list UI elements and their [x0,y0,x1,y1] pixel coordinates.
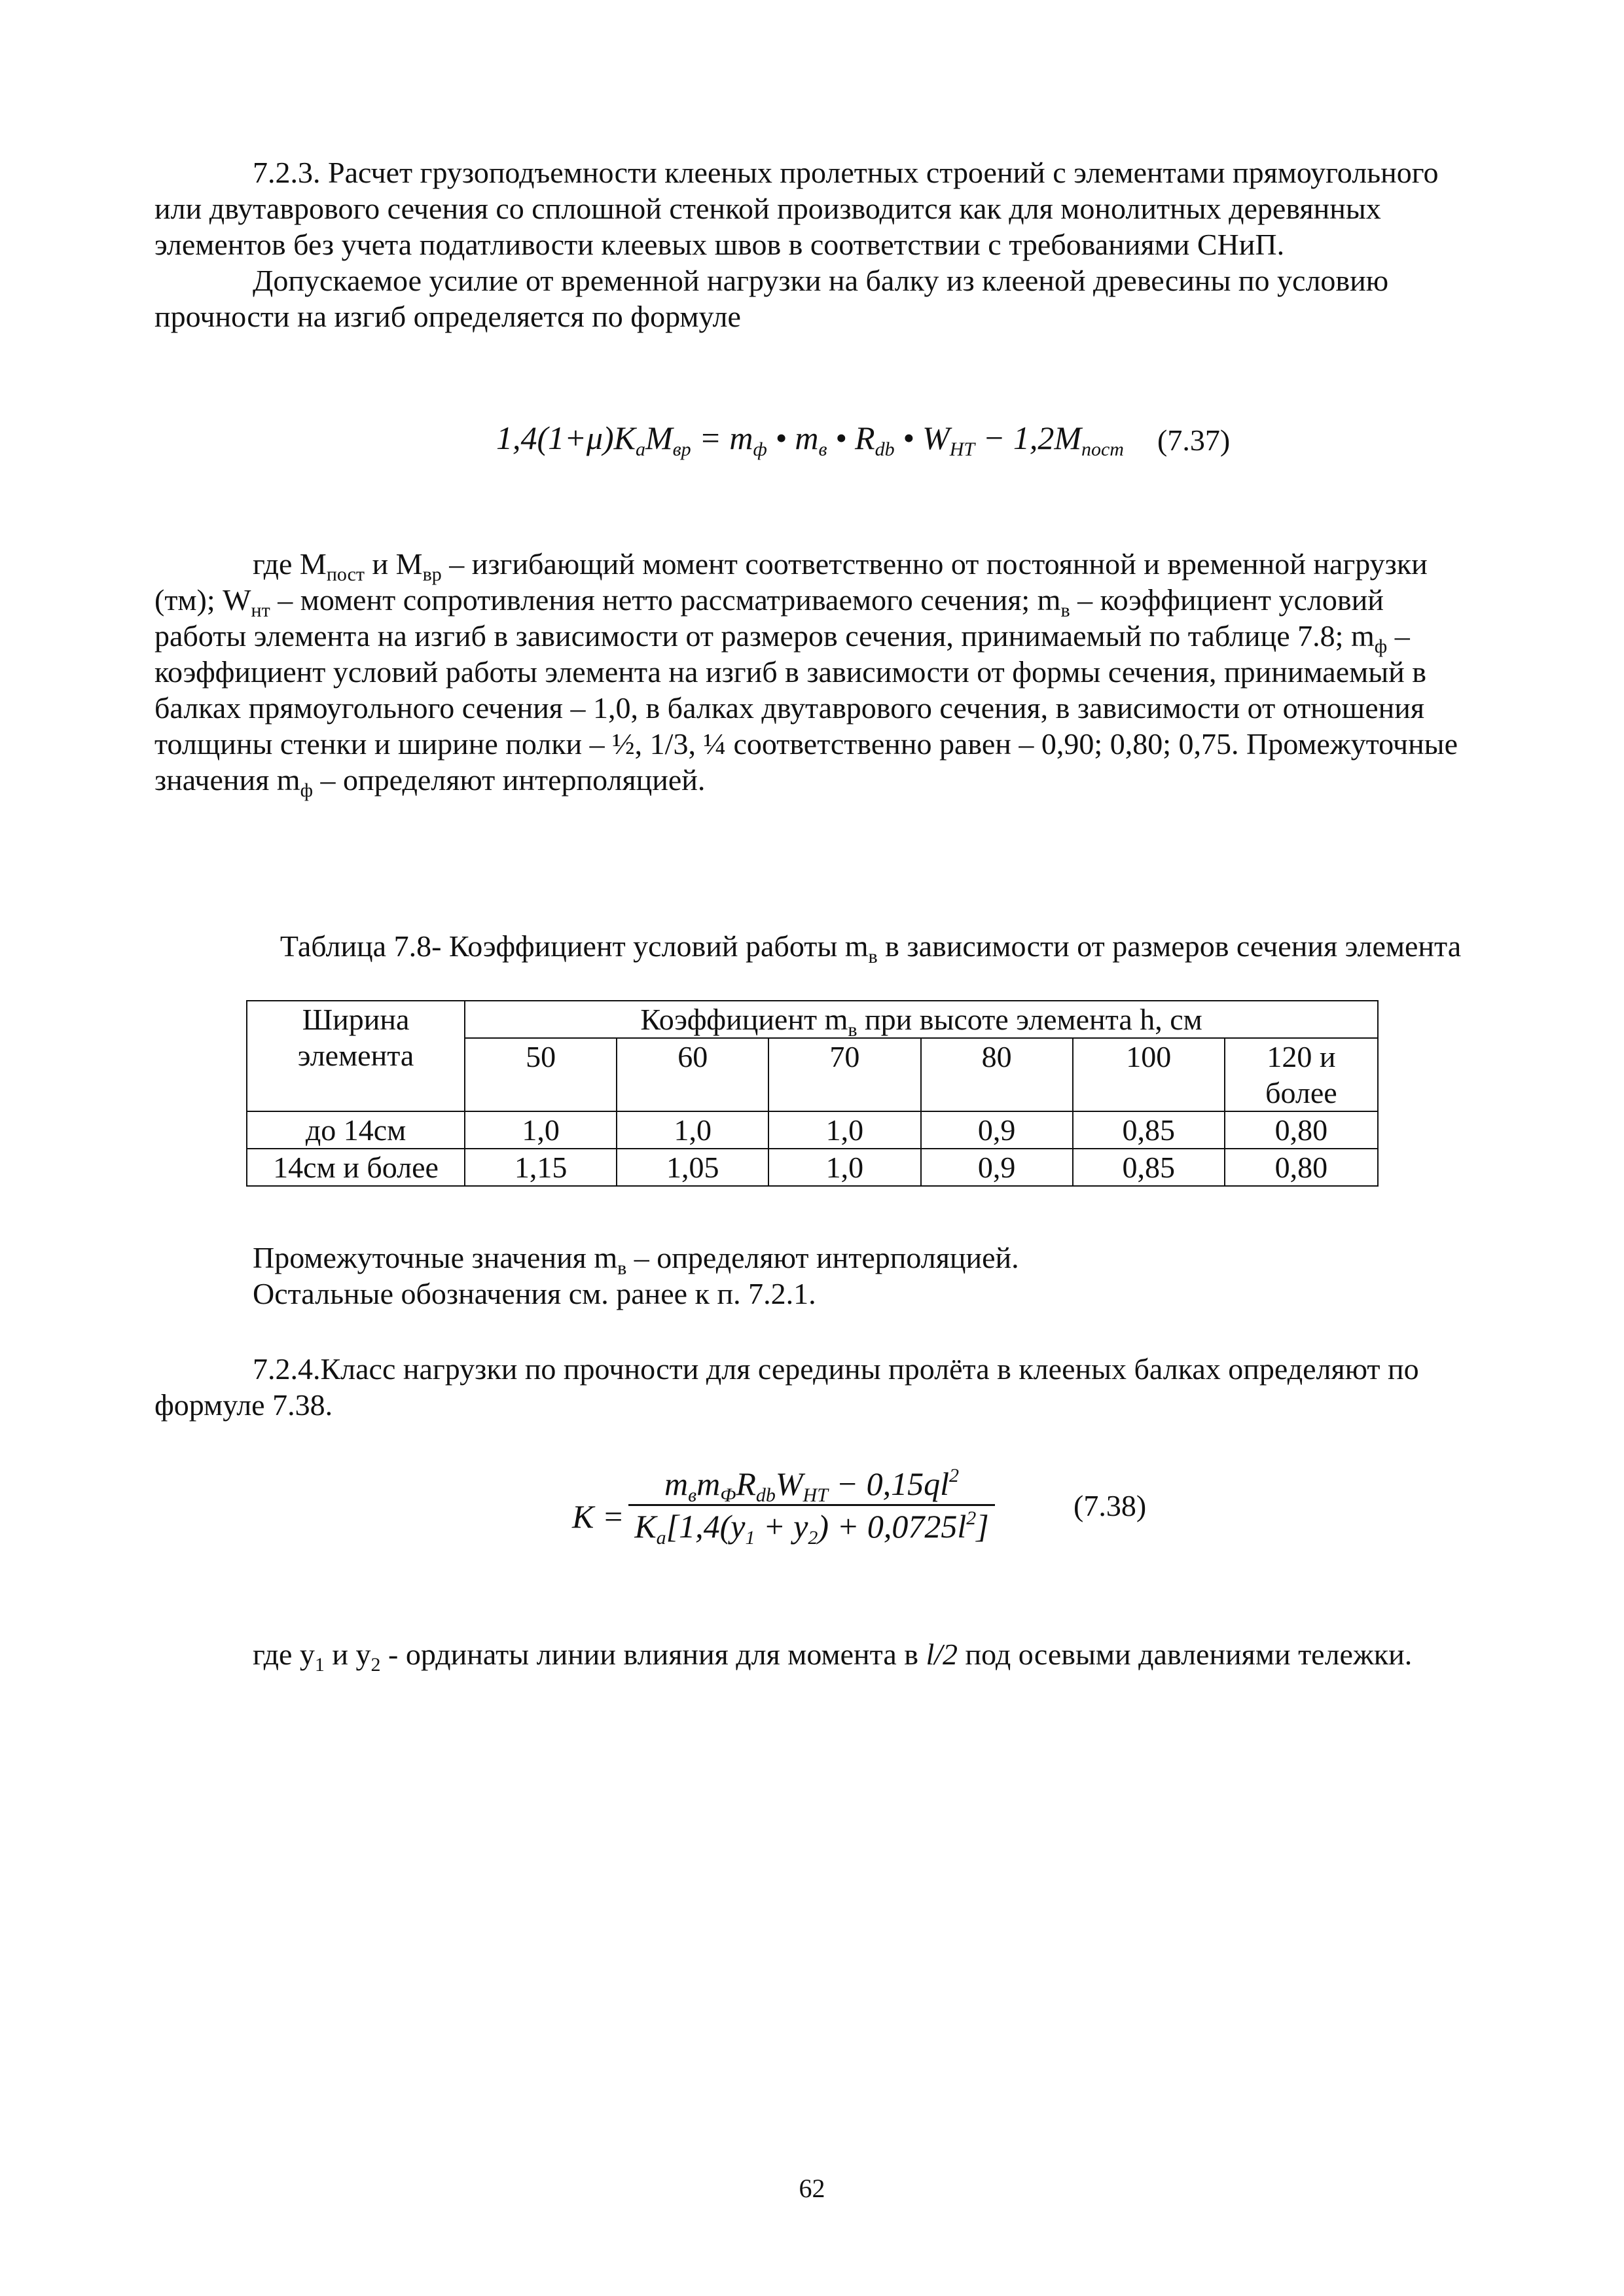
row-label: 14см и более [247,1149,465,1186]
formula-7-37-part: • R [827,420,875,456]
header-height: 60 [617,1038,768,1111]
subscript: ф [300,780,314,801]
table-row [247,1149,1378,1186]
text: под осевыми давлениями тележки. [958,1638,1413,1671]
text: где M [253,547,327,581]
page-number: 62 [799,2174,825,2203]
subscript: пост [326,564,365,585]
part: K [634,1508,657,1545]
text: Промежуточные значения m [253,1241,618,1274]
table-cell: 1,0 [768,1149,920,1186]
formula-7-38-lhs: K = [572,1498,624,1535]
text: – коэффициент условий работы элемента на изгиб в зависимости от размеров сечения, принимаемый по таблице 7.8; m [154,583,1384,653]
table-cell: 1,0 [465,1111,617,1149]
formula-7-37-part: 1,4(1+μ)K [496,420,636,456]
table-row [247,1111,1378,1149]
part: [1,4(y [666,1508,746,1545]
subscript: ф [1374,636,1388,657]
formula-7-38-fraction [628,1465,995,1549]
sub: 2 [808,1527,818,1549]
table-cell: 1,0 [768,1111,920,1149]
table-cell: 0,85 [1073,1149,1225,1186]
note-other-symbols: Остальные обозначения см. ранее к п. 7.2.1. [253,1277,816,1310]
where-7-37 [154,546,1470,801]
table-notes [253,1240,1470,1312]
subscript: 2 [370,1654,381,1676]
italic-text: l/2 [926,1638,958,1671]
text: - ординаты линии влияния для момента в [380,1638,926,1671]
section-7-2-3 [154,154,1470,334]
note-interpolation [253,1240,1470,1279]
table-caption [249,928,1492,967]
formula-7-37 [496,419,1124,460]
table-cell: 1,05 [617,1149,768,1186]
text: в зависимости от размеров сечения элемента [877,929,1462,963]
sub: Ф [720,1484,736,1506]
subscript: в [848,1019,857,1041]
text: при высоте элемента h, см [857,1003,1202,1036]
subscript: вр [422,564,442,585]
text: Таблица 7.8- Коэффициент условий работы m [280,929,869,963]
paragraph-allowable-force: Допускаемое усилие от временной нагрузки на балку из клееной древесины по условию прочности на изгиб определяется по формуле [154,264,1389,333]
section-7-2-4 [154,1351,1470,1423]
part: − 0,15ql [827,1465,950,1502]
where-7-38 [154,1636,1470,1676]
formula-7-37-part: − 1,2M [975,420,1081,456]
ordinates-paragraph [154,1636,1470,1676]
table-cell: 0,9 [921,1111,1073,1149]
text: – определяют интерполяцией. [313,763,706,797]
formula-7-37-part: • W [894,420,950,456]
text: – коэффициент условий работы элемента на изгиб в зависимости от формы сечения, принимаемый в балках прямоугольного сечения – 1,0, в балках двутаврового сечения, в зависимости от отношения толщины стенки и ширине полки – ½, 1/3, ¼ соответственно равен – 0,90; 0,80; 0,75. Промежуточные значения m [154,619,1458,797]
part: ] [976,1508,989,1545]
text: и y [324,1638,371,1671]
text: и M [365,547,423,581]
sub: в [688,1484,697,1506]
formula-7-37-sub: НТ [949,439,975,460]
text: Коэффициент m [640,1003,848,1036]
formula-7-38-number: (7.38) [1074,1489,1147,1522]
header-coefficient [465,1001,1378,1041]
part: ) + 0,0725l [818,1508,967,1545]
text: – момент сопротивления нетто рассматриваемого сечения; m [270,583,1061,617]
paragraph-7-2-4: 7.2.4.Класс нагрузки по прочности для середины пролёта в клееных балках определяют по формуле 7.38. [154,1352,1419,1422]
table-cell: 0,80 [1225,1111,1378,1149]
formula-7-38-denominator [628,1506,995,1549]
part: R [736,1465,756,1502]
part: m [696,1465,721,1502]
header-height: 80 [921,1038,1073,1111]
formula-7-37-part: • m [767,420,819,456]
coefficient-table [246,1000,1379,1187]
part: m [664,1465,689,1502]
sub: db [755,1484,776,1506]
text: где y [253,1638,315,1671]
header-height: 70 [768,1038,920,1111]
formula-7-37-part: M [645,420,673,456]
subscript: нт [251,600,270,621]
text: – определяют интерполяцией. [626,1241,1019,1274]
sup: 2 [949,1465,960,1486]
header-width: Ширина элемента [247,1001,465,1111]
subscript: 1 [314,1654,325,1676]
formula-7-37-sub: пост [1081,439,1124,460]
formula-7-37-sub: db [875,439,895,460]
formula-7-37-sub: в [818,439,827,460]
formula-7-37-sub: а [636,439,645,460]
formula-7-37-sub: вр [672,439,691,460]
definitions-paragraph [154,546,1470,801]
subscript: в [1060,600,1070,621]
formula-7-37-part: = m [691,420,753,456]
table-cell: 1,15 [465,1149,617,1186]
part: + y [755,1508,808,1545]
formula-7-37-number: (7.37) [1157,423,1231,457]
sub: 1 [745,1527,755,1549]
header-height: 100 [1073,1038,1225,1111]
subscript: в [868,946,878,967]
header-height: 50 [465,1038,617,1111]
paragraph-7-2-3: 7.2.3. Расчет грузоподъемности клееных пролетных строений с элементами прямоугольного или двутаврового сечения со сплошной стенкой производится как для монолитных деревянных элементов без учета податливости клеевых швов в соответствии с требованиями СНиП. [154,156,1439,261]
formula-7-37-sub: ф [753,439,767,460]
formula-7-38-numerator [628,1465,995,1506]
part: W [775,1465,803,1502]
table-cell: 1,0 [617,1111,768,1149]
table-cell: 0,85 [1073,1111,1225,1149]
sup: 2 [966,1507,977,1529]
table-header-row [247,1001,1378,1038]
table-cell: 0,80 [1225,1149,1378,1186]
row-label: до 14см [247,1111,465,1149]
text: – изгибающий момент соответственно от постоянной и временной нагрузки (тм); W [154,547,1428,617]
sub: а [656,1527,666,1549]
table-cell: 0,9 [921,1149,1073,1186]
subscript: в [617,1257,627,1279]
header-height: 120 и более [1225,1038,1378,1111]
sub: НТ [803,1484,828,1506]
